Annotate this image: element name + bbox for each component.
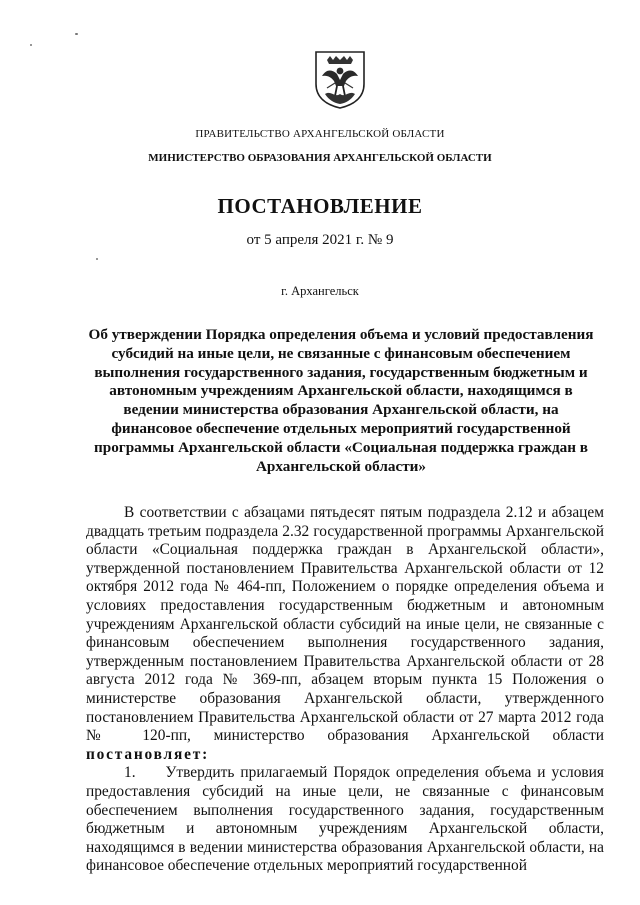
document-city: г. Архангельск [281,284,359,298]
preamble-paragraph [86,504,604,764]
document-body [86,504,604,876]
document-type: ПОСТАНОВЛЕНИЕ [217,194,423,218]
preamble-text: В соответствии с абзацами пятьдесят пятым подраздела 2.12 и абзацем двадцать третьим подраздела 2.32 государственной программы Архангельской области «Социальная поддержка граждан в Архангельской области», утвержденной постановлением Правительства Архангельской области от 12 октября 2012 года № 464-пп, Положением о порядке определения объема и условиях предоставления государственным бюджетным и автономным учреждениям Архангельской области субсидий на иные цели, не связанные с финансовым обеспечением выполнения государственного задания, утвержденным постановлением Правительства Архангельской области от 28 августа 2012 года № 369-пп, абзацем вторым пункта 15 Положения о министерстве образования Архангельской области, утвержденного постановлением Правительства Архангельской области от 27 марта 2012 года № 120-пп, министерство образования Архангельской области [86,504,604,745]
government-name: ПРАВИТЕЛЬСТВО АРХАНГЕЛЬСКОЙ ОБЛАСТИ [195,128,445,140]
decides-word: постановляет: [86,745,210,763]
document-date-number: от 5 апреля 2021 г. № 9 [246,232,394,248]
item-1-paragraph: 1. Утвердить прилагаемый Порядок определения объема и условия предоставления субсидий на иные цели, не связанные с финансовым обеспечением выполнения государственного задания, государственным бюджетным и автономным учреждениям Архангельской области, находящимся в ведении министерства образования Архангельской области, на финансовое обеспечение отдельных мероприятий государственной [86,764,604,875]
scan-speck [30,44,32,46]
document-subject: Об утверждении Порядка определения объема и условий предоставления субсидий на иные цели, не связанные с финансовым обеспечением выполнения государственного задания, государственным бюджетным и автономным учреждениям Архангельской области, находящимся в ведении министерства образования Архангельской области, на финансовое обеспечение отдельных мероприятий государственной программы Архангельской области «Социальная поддержка граждан в Архангельской области» [88,326,594,475]
ministry-name: МИНИСТЕРСТВО ОБРАЗОВАНИЯ АРХАНГЕЛЬСКОЙ ОБЛАСТИ [148,152,492,164]
scan-speck [96,258,98,260]
scan-speck [75,33,78,35]
coat-of-arms-icon [313,50,367,110]
